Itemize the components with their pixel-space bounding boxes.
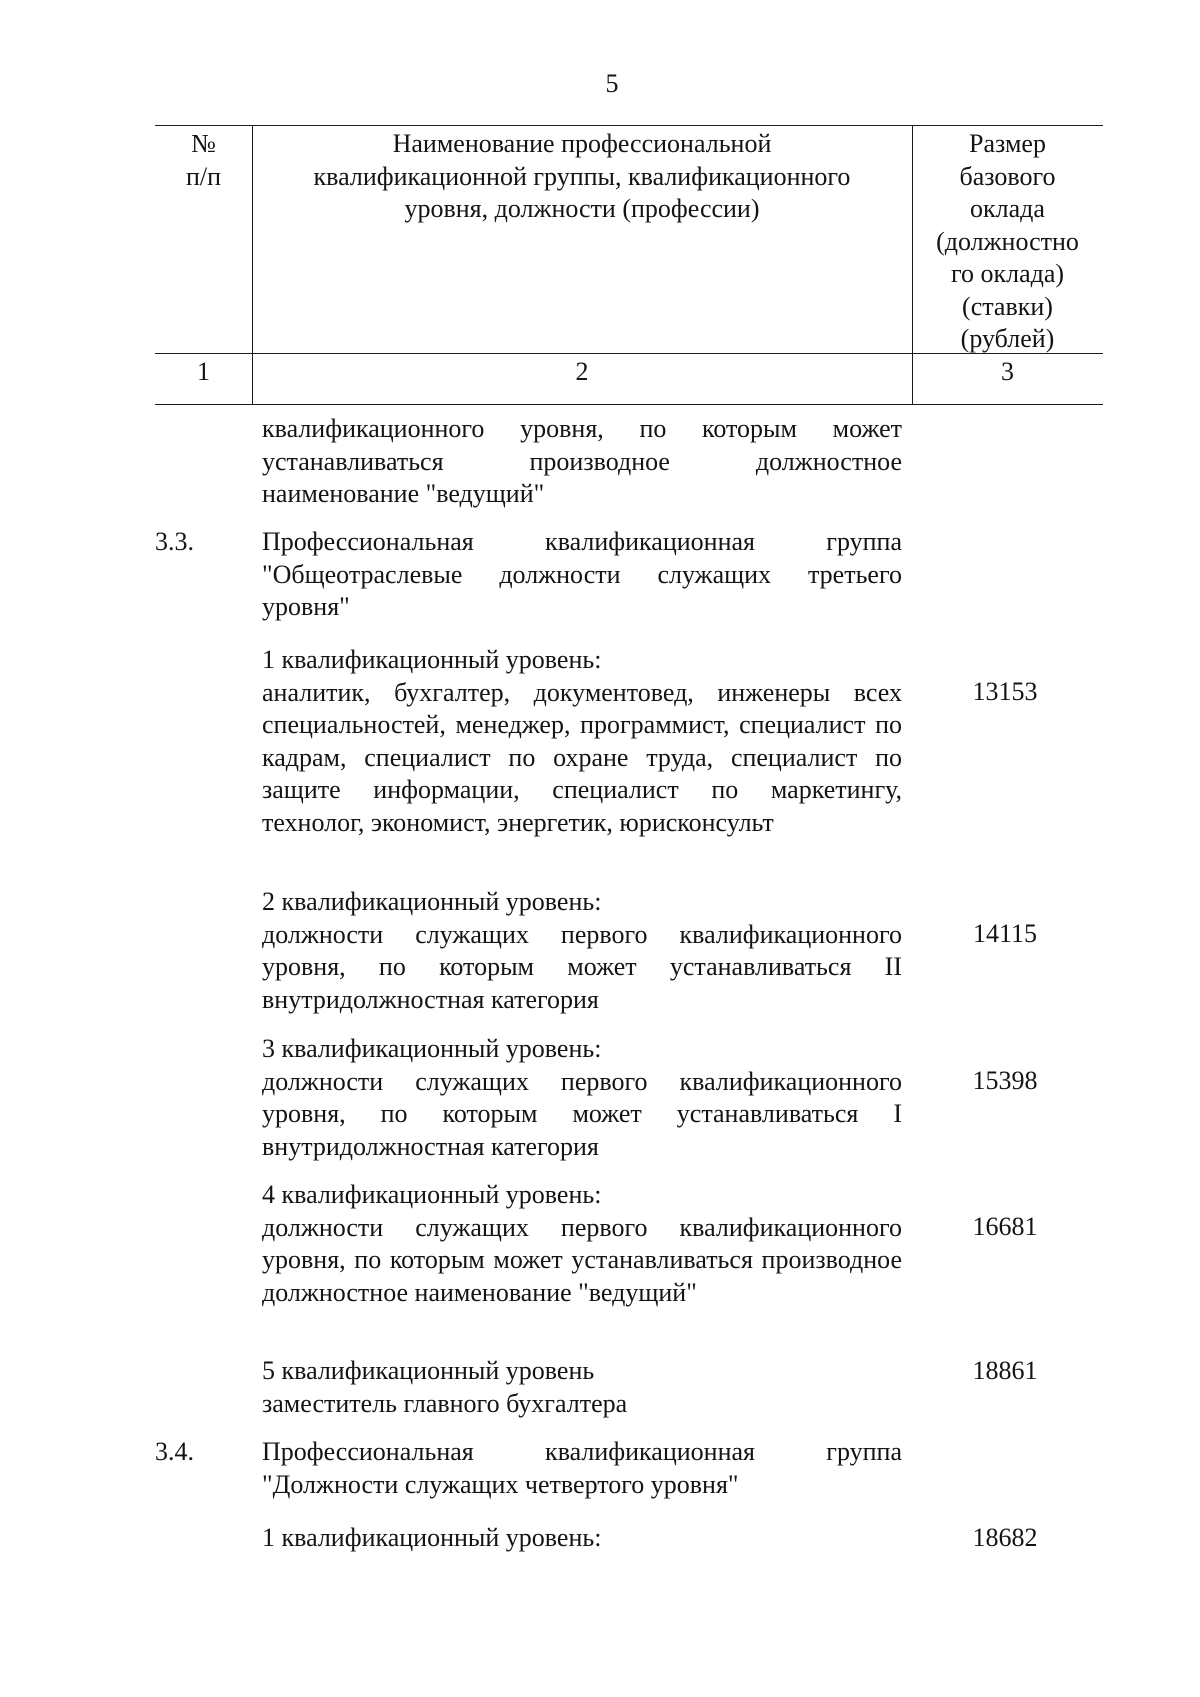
level-description: заместитель главного бухгалтера — [262, 1388, 628, 1418]
salary-value: 18682 — [972, 1523, 1038, 1552]
group-title: Профессиональная квалификационная группа "Должности служащих четвертого уровня" — [262, 1437, 902, 1499]
table-top-border — [155, 125, 1103, 126]
level-description: аналитик, бухгалтер, документовед, инженеры всех специальностей, менеджер, программист, специалист по кадрам, специалист по охране труда, специалист по защите информации, специалист по маркетингу, технолог, экономист, энергетик, юрисконсульт — [262, 677, 902, 837]
header-col2-line: квалификационной группы, квалификационного — [313, 161, 851, 191]
header-col3-line: (ставки) — [962, 291, 1053, 321]
salary-value: 18861 — [972, 1356, 1038, 1385]
group-number: 3.4. — [155, 1437, 194, 1466]
level-title: 5 квалификационный уровень — [262, 1356, 595, 1385]
qualification-level — [262, 1033, 902, 1163]
index-cell-1: 1 — [197, 357, 210, 386]
qualification-level — [262, 1355, 902, 1420]
index-cell-2: 2 — [575, 357, 589, 386]
page-number: 5 — [605, 69, 619, 98]
level-title: 2 квалификационный уровень: — [262, 887, 602, 916]
qualification-level — [262, 644, 902, 839]
level-title: 3 квалификационный уровень: — [262, 1034, 602, 1063]
level-description: должности служащих первого квалификационного уровня, по которым может устанавливаться II внутридолжностная категория — [262, 919, 902, 1014]
header-col1 — [155, 128, 252, 193]
continuation-text: квалификационного уровня, по которым может устанавливаться производное должностное наименование "ведущий" — [262, 414, 902, 508]
header-col1-line: № — [191, 129, 216, 158]
header-col3-line: базового — [959, 161, 1056, 191]
header-col3-line: (рублей) — [960, 324, 1055, 353]
header-col2-line: уровня, должности (профессии) — [404, 194, 760, 223]
level-title: 1 квалификационный уровень: — [262, 645, 602, 674]
qualification-level — [262, 1522, 902, 1555]
level-title: 4 квалификационный уровень: — [262, 1180, 602, 1209]
salary-value: 13153 — [972, 677, 1038, 706]
group-number: 3.3. — [155, 527, 194, 556]
header-col2 — [252, 128, 912, 226]
salary-value: 16681 — [972, 1212, 1038, 1241]
index-cell-3: 3 — [1001, 357, 1014, 386]
table-bottom-border — [155, 404, 1103, 405]
qualification-level — [262, 886, 902, 1016]
header-col3-line: оклада — [970, 194, 1045, 223]
header-col3-line: Размер — [969, 129, 1046, 158]
header-col3-line: (должностно — [936, 226, 1079, 256]
level-title: 1 квалификационный уровень: — [262, 1523, 602, 1552]
qualification-level — [262, 1179, 902, 1309]
salary-value: 14115 — [972, 919, 1038, 948]
level-description: должности служащих первого квалификационного уровня, по которым может устанавливаться производное должностное наименование "ведущий" — [262, 1212, 902, 1307]
header-col2-line: Наименование профессиональной — [392, 129, 772, 158]
salary-value: 15398 — [972, 1066, 1038, 1095]
header-col1-line: п/п — [185, 161, 222, 191]
level-description: должности служащих первого квалификационного уровня, по которым может устанавливаться I внутридолжностная категория — [262, 1066, 902, 1161]
header-col3 — [912, 128, 1103, 356]
header-col3-line: го оклада) — [950, 259, 1065, 288]
group-title: Профессиональная квалификационная группа "Общеотраслевые должности служащих третьего уровня" — [262, 527, 902, 621]
